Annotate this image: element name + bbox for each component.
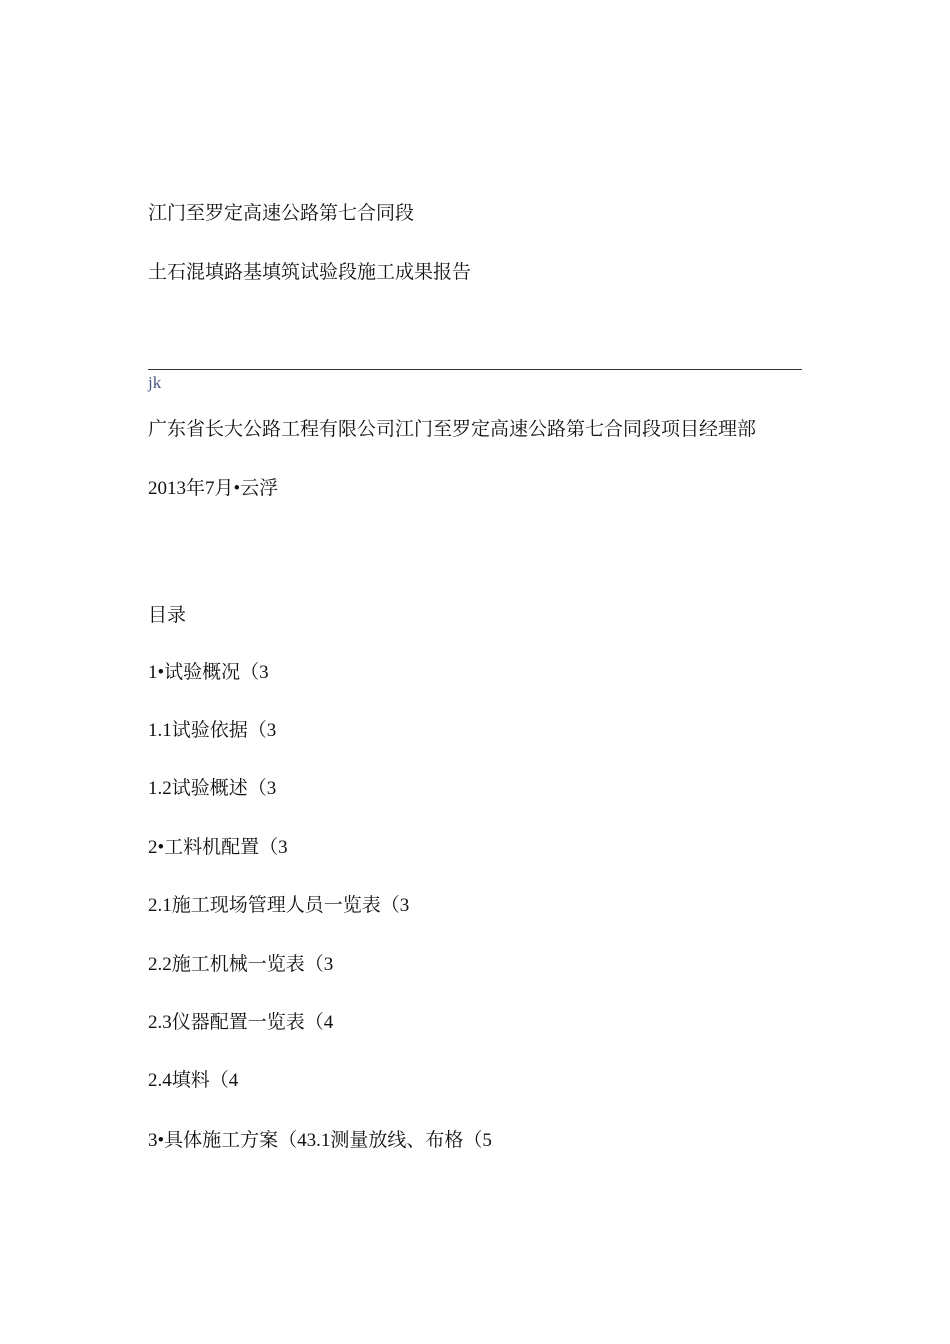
toc-entry: 2.1施工现场管理人员一览表（3 (148, 895, 410, 916)
toc-entry: 2.3仪器配置一览表（4 (148, 1012, 334, 1033)
margin-mark: jk (148, 373, 162, 392)
project-title: 江门至罗定高速公路第七合同段 (148, 202, 415, 224)
report-date-place: 2013年7月•云浮 (148, 478, 279, 499)
report-title: 土石混填路基填筑试验段施工成果报告 (148, 261, 472, 283)
toc-entry: 3•具体施工方案（43.1测量放线、布格（5 (148, 1130, 492, 1151)
toc-entry: 1.2试验概述（3 (148, 778, 277, 799)
toc-entry: 2•工料机配置（3 (148, 837, 288, 858)
toc-heading: 目录 (148, 604, 187, 626)
toc-entry: 2.2施工机械一览表（3 (148, 954, 334, 975)
organization-name: 广东省长大公路工程有限公司江门至罗定高速公路第七合同段项目经理部 (148, 418, 757, 440)
toc-entry: 1•试验概况（3 (148, 662, 269, 683)
toc-entry: 2.4填料（4 (148, 1070, 239, 1091)
separator-line (148, 369, 802, 370)
toc-entry: 1.1试验依据（3 (148, 720, 277, 741)
